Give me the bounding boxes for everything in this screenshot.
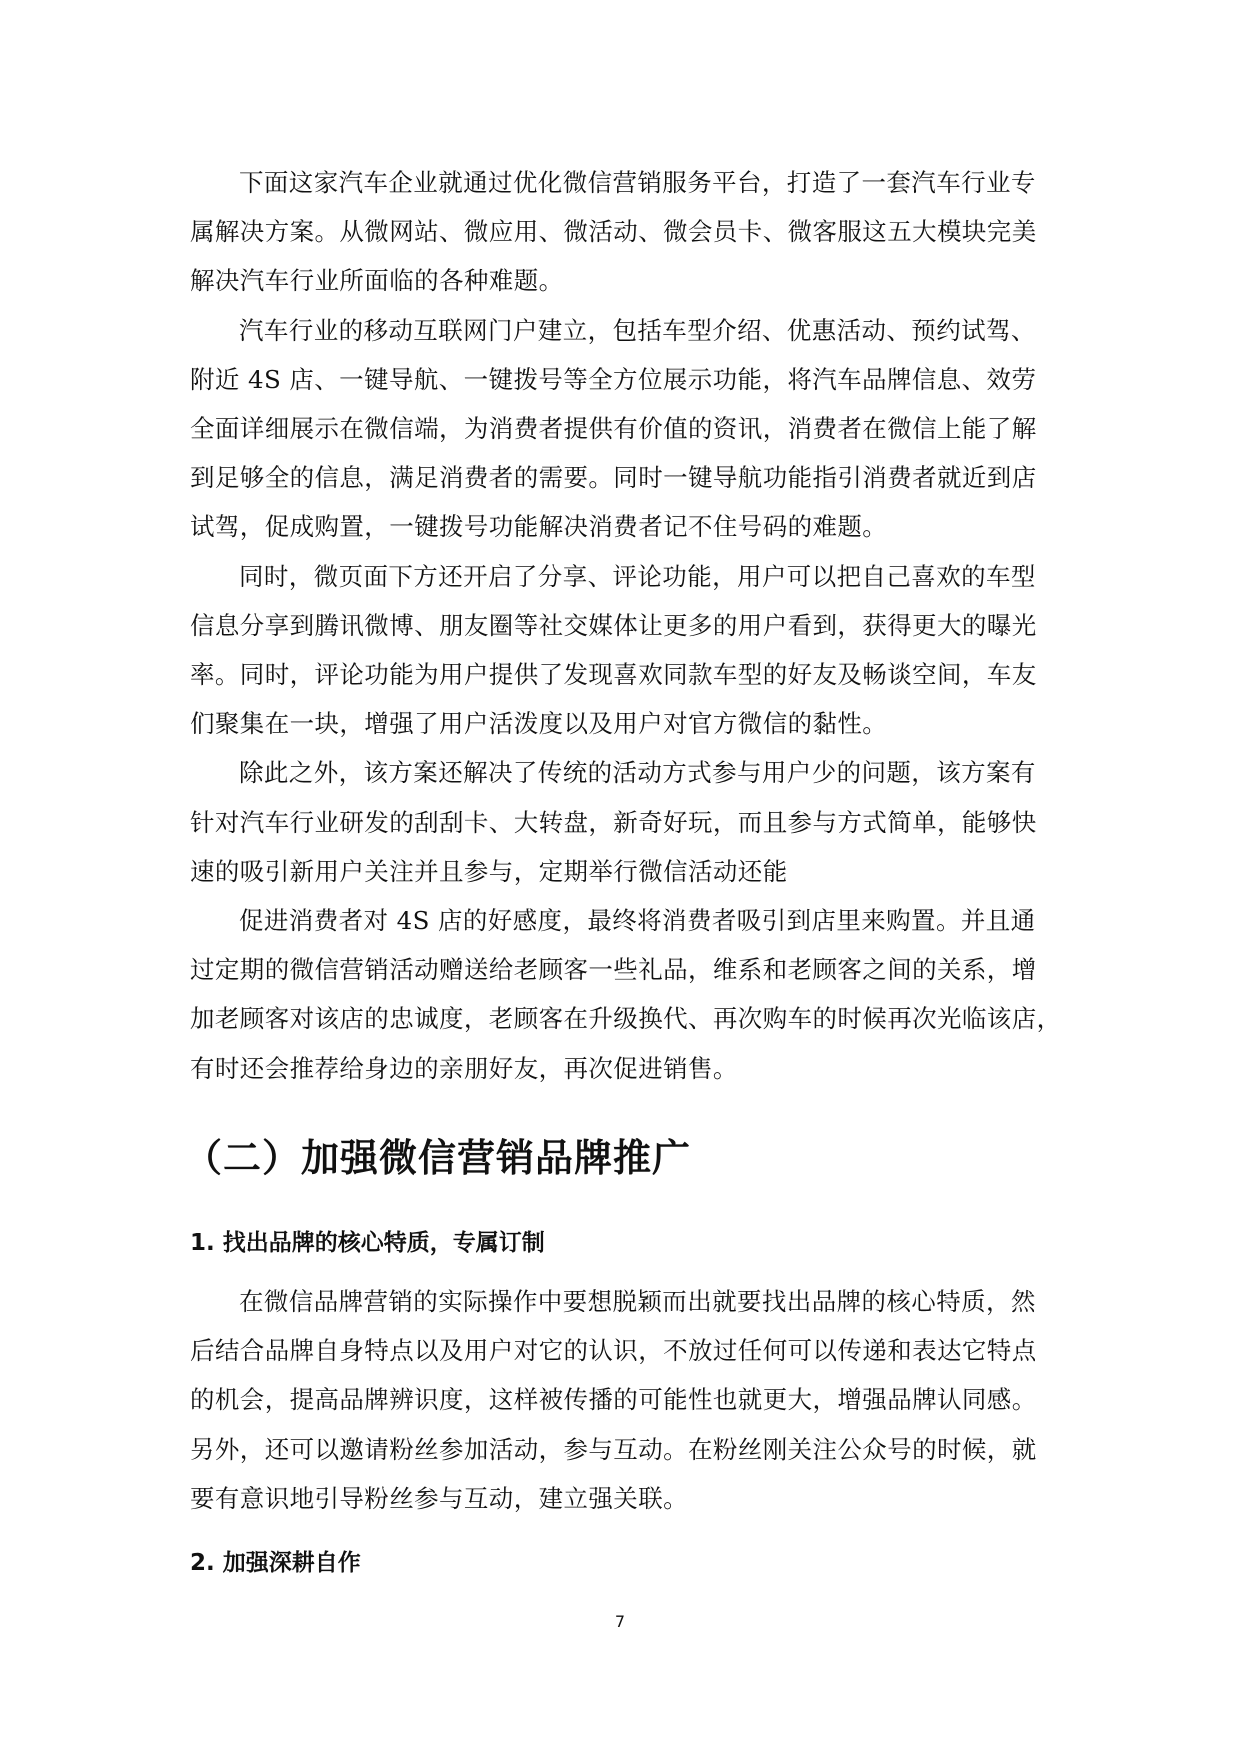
text-line: 全面详细展示在微信端，为消费者提供有价值的资讯，消费者在微信上能了解 <box>190 414 1037 444</box>
paragraph <box>190 158 1050 306</box>
text-line: 针对汽车行业研发的刮刮卡、大转盘，新奇好玩，而且参与方式简单，能够快 <box>190 807 1037 837</box>
text-line: 加老顾客对该店的忠诚度，老顾客在升级换代、再次购车的时候再次光临该店， <box>190 1004 1062 1034</box>
paragraph <box>190 748 1050 896</box>
subsection-heading: 1. 找出品牌的核心特质，专属订制 <box>190 1230 545 1256</box>
text-line: 率。同时，评论功能为用户提供了发现喜欢同款车型的好友及畅谈空间，车友 <box>190 660 1037 690</box>
text-line: 另外，还可以邀请粉丝参加活动，参与互动。在粉丝刚关注公众号的时候，就 <box>190 1434 1037 1464</box>
text-line: 有时还会推荐给身边的亲朋好友，再次促进销售。 <box>190 1053 738 1083</box>
section-title: （二）加强微信营销品牌推广 <box>184 1136 692 1180</box>
text-line: 汽车行业的移动互联网门户建立，包括车型介绍、优惠活动、预约试驾、 <box>239 315 1036 345</box>
paragraph <box>190 552 1050 749</box>
text-line: 要有意识地引导粉丝参与互动，建立强关联。 <box>190 1483 688 1513</box>
text-line: 促进消费者对 4S 店的好感度，最终将消费者吸引到店里来购置。并且通 <box>239 906 1036 936</box>
body-text <box>190 158 1062 1093</box>
text-line: 速的吸引新用户关注并且参与，定期举行微信活动还能 <box>190 856 788 886</box>
text-line: 属解决方案。从微网站、微应用、微活动、微会员卡、微客服这五大模块完美 <box>190 217 1037 247</box>
subsection-body <box>190 1277 1050 1523</box>
text-line: 下面这家汽车企业就通过优化微信营销服务平台，打造了一套汽车行业专 <box>239 168 1036 197</box>
text-line: 到足够全的信息，满足消费者的需要。同时一键导航功能指引消费者就近到店 <box>190 463 1037 493</box>
text-line: 后结合品牌自身特点以及用户对它的认识，不放过任何可以传递和表达它特点 <box>190 1336 1037 1366</box>
text-line: 的机会，提高品牌辨识度，这样被传播的可能性也就更大，增强品牌认同感。 <box>190 1385 1037 1415</box>
page-number: 7 <box>614 1612 626 1631</box>
paragraph <box>190 1277 1050 1523</box>
text-line: 除此之外，该方案还解决了传统的活动方式参与用户少的问题，该方案有 <box>239 758 1036 788</box>
text-line: 在微信品牌营销的实际操作中要想脱颖而出就要找出品牌的核心特质，然 <box>239 1287 1036 1316</box>
paragraph <box>190 306 1050 552</box>
text-line: 过定期的微信营销活动赠送给老顾客一些礼品，维系和老顾客之间的关系，增 <box>190 955 1037 985</box>
subsection-heading: 2. 加强深耕自作 <box>190 1550 361 1576</box>
text-line: 附近 4S 店、一键导航、一键拨号等全方位展示功能，将汽车品牌信息、效劳 <box>190 364 1037 394</box>
text-line: 信息分享到腾讯微博、朋友圈等社交媒体让更多的用户看到，获得更大的曝光 <box>190 610 1037 640</box>
paragraph <box>190 896 1062 1093</box>
text-line: 解决汽车行业所面临的各种难题。 <box>190 266 564 296</box>
text-line: 们聚集在一块，增强了用户活泼度以及用户对官方微信的黏性。 <box>190 709 888 739</box>
text-line: 试驾，促成购置，一键拨号功能解决消费者记不住号码的难题。 <box>190 512 888 542</box>
text-line: 同时，微页面下方还开启了分享、评论功能，用户可以把自己喜欢的车型 <box>239 561 1036 591</box>
